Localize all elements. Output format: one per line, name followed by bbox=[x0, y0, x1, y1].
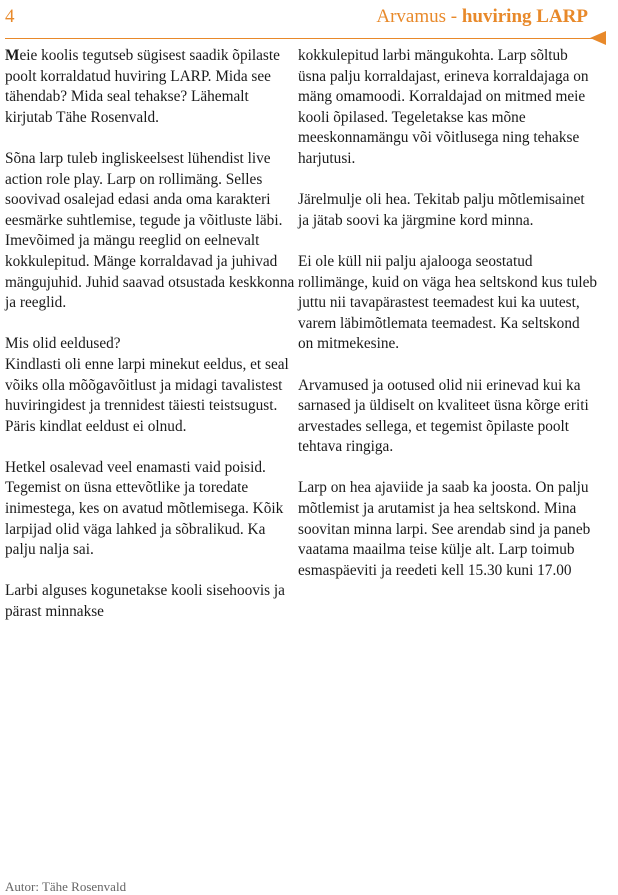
section-title bbox=[376, 6, 588, 28]
page-number: 4 bbox=[5, 6, 15, 27]
header-rule bbox=[5, 38, 600, 39]
left-column bbox=[5, 46, 295, 643]
right-column bbox=[298, 46, 598, 602]
paragraph-expectations: Mis olid eeldused? Kindlasti oli enne larpi minekut eeldus, et seal võiks olla mõõgavõitlust ja midagi tavalistest huviringidest ja trennidest täiesti teistsugust. Päris kindlat eeldust ei olnud. bbox=[5, 335, 289, 435]
header-arrow-icon bbox=[590, 31, 606, 45]
page-header bbox=[0, 0, 618, 46]
author-credit: Autor: Tähe Rosenvald bbox=[5, 879, 127, 894]
paragraph-impression: Järelmulje oli hea. Tekitab palju mõtlemisainet ja jätab soovi ka järgmine kord minna. bbox=[298, 191, 585, 229]
paragraph-larp-definition: Sõna larp tuleb ingliskeelsest lühendist live action role play. Larp on rollimäng. Selles soovivad osalejad edasi anda oma karakteri eesmärke suhtlemise, tegude ja võitluste läbi. Imevõimed ja mängu reeglid on eelnevalt kokkulepitud. Mänge korraldavad ja juhivad mängujuhid. Juhid saavad otsustada keskkonna ja reeglid. bbox=[5, 149, 295, 312]
paragraph-recommendation: Larp on hea ajaviide ja saab ka joosta. On palju mõtlemist ja arutamist ja hea seltskond. Mina soovitan minna larpi. See arendab sind ja paneb vaatama maailma teise külje alt. Larp toimub esmaspäeviti ja reedeti kell 15.30 kuni 17.00 bbox=[298, 479, 591, 579]
paragraph-participants: Hetkel osalevad veel enamasti vaid poisid. Tegemist on üsna ettevõtlike ja toredate inimestega, kes on avatud mõtlemisega. Kõik larpijad olid väga lahked ja sõbralikud. Ka palju nalja sai. bbox=[5, 458, 284, 559]
section-prefix: Arvamus - bbox=[376, 6, 462, 27]
paragraph-organizers: kokkulepitud larbi mängukohta. Larp sõltub üsna palju korraldajast, erineva korraldajaga on mäng omamoodi. Korraldajad on mitmed meie kooli õpilased. Tegeletakse kas mõne meeskonnamängu või võitlusega ning tehakse harjutusi. bbox=[298, 47, 589, 167]
section-title-bold: huviring LARP bbox=[461, 6, 588, 27]
drop-cap: M bbox=[5, 47, 20, 64]
paragraph-opinions: Arvamused ja ootused olid nii erinevad kui ka sarnased ja üldiselt on kvaliteet üsna kõrge eriti arvestades sellega, et tegemist õpilaste poolt tehtava ringiga. bbox=[298, 376, 589, 456]
paragraph-gathering: Larbi alguses kogunetakse kooli sisehoovis ja pärast minnakse bbox=[5, 582, 285, 621]
paragraph-intro: Meie koolis tegutseb sügisest saadik õpilaste poolt korraldatud huviring LARP. Mida see tähendab? Mida seal tehakse? Lähemalt kirjutab Tähe Rosenvald. bbox=[5, 47, 280, 126]
paragraph-company: Ei ole küll nii palju ajalooga seostatud rollimänge, kuid on väga hea seltskond kus tuleb juttu nii tavapärastest teemadest kui ka uutest, varem läbimõtlemata teemadest. Ka seltskond on mitmekesine. bbox=[298, 252, 598, 353]
